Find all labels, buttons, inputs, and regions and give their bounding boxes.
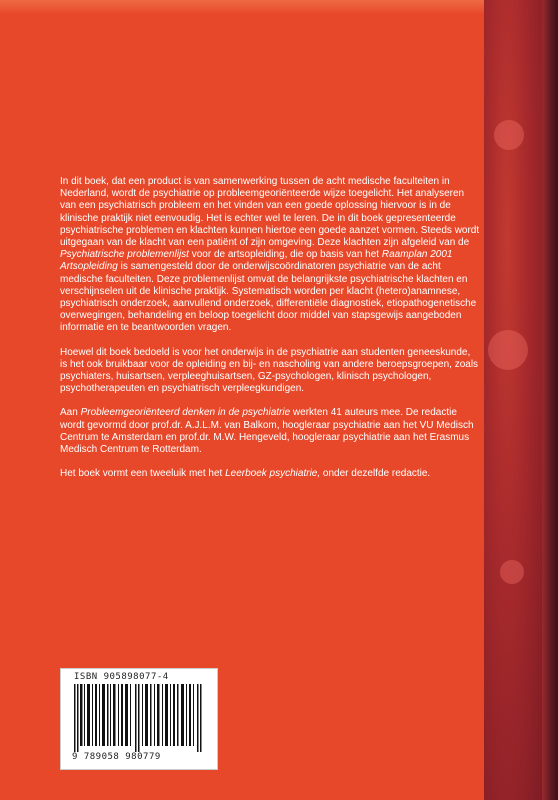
book-spine (542, 0, 558, 800)
top-shade (0, 0, 484, 14)
blurb-paragraph-2: Hoewel dit boek bedoeld is voor het onderwijs in de psychiatrie aan studenten geneeskunde, is het ook bruikbaar voor de opleiding en bij- en nascholing van andere beroepsgroepen, zoals psychiaters, huisartsen, verpleeghuisartsen, GZ-psychologen, klinisch psychologen, psychotherapeuten en psychiatrisch verpleegkundigen. (60, 346, 479, 395)
decorative-neuron-panel (484, 0, 542, 800)
ean-number: 9 789058 980779 (72, 752, 161, 762)
isbn-text: ISBN 905898077-4 (74, 672, 169, 682)
blurb-text (60, 176, 480, 492)
blurb-paragraph-1: In dit boek, dat een product is van samenwerking tussen de acht medische faculteiten in Nederland, wordt de psychiatrie op probleemgeoriënteerde wijze toegelicht. Het analyseren van een psychiatrisch probleem en het vinden van een goede oplossing hiervoor is in de klinische praktijk niet eenvoudig. Het is echter wel te leren. De in dit boek gepresenteerde psychiatrische problemen en klachten kunnen hiertoe een goede aanzet vormen. Steeds wordt uitgegaan van de klacht van een patiënt of zijn omgeving. Deze klachten zijn afgeleid van de Psychiatrische problemenlijst voor de artsopleiding, die op basis van het Raamplan 2001 Artsopleiding is samengesteld door de onderwijscoördinatoren psychiatrie van de acht medische faculteiten. Deze problemenlijst omvat de belangrijkste psychiatrische klachten en verschijnselen uit de klinische praktijk. Systematisch worden per klacht (hetero)anamnese, psychiatrisch onderzoek, aanvullend onderzoek, differentiële diagnostiek, etiopathogenetische overwegingen, behandeling en beloop toegelicht door middel van stapsgewijs aangeboden informatie en te beantwoorden vragen. (60, 176, 480, 334)
neuron-blob (488, 330, 528, 370)
neuron-blob (500, 560, 524, 584)
neuron-blob (494, 120, 524, 150)
barcode-icon (74, 684, 202, 752)
blurb-paragraph-4: Het boek vormt een tweeluik met het Leerboek psychiatrie, onder dezelfde redactie. (60, 468, 431, 480)
blurb-paragraph-3: Aan Probleemgeoriënteerd denken in de psychiatrie werkten 41 auteurs mee. De redactie wordt gevormd door prof.dr. A.J.L.M. van Balkom, hoogleraar psychiatrie aan het VU Medisch Centrum te Amsterdam en prof.dr. M.W. Hengeveld, hoogleraar psychiatrie aan het Erasmus Medisch Centrum te Rotterdam. (60, 407, 474, 456)
